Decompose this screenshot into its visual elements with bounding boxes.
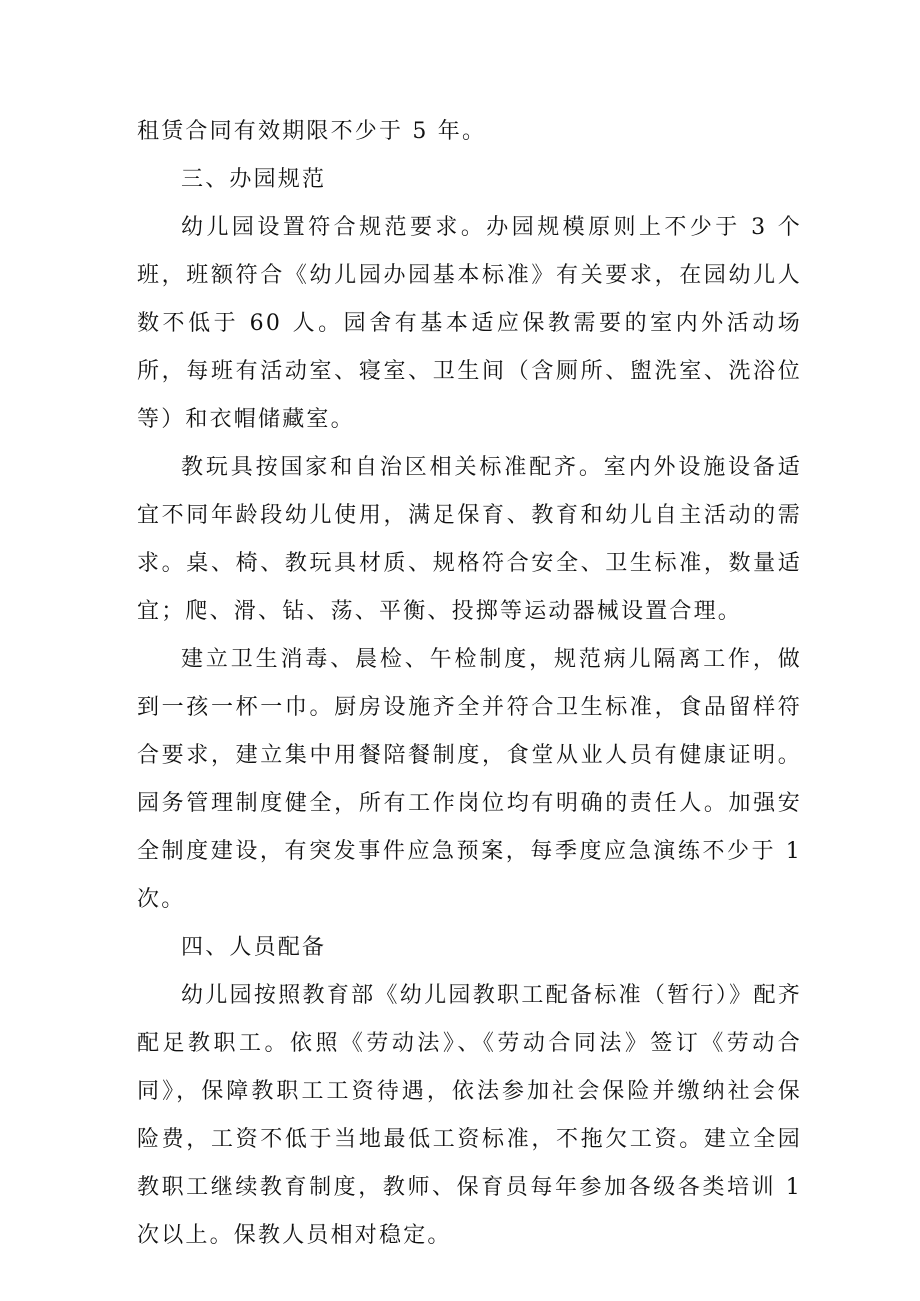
paragraph-staffing-details: 幼儿园按照教育部《幼儿园教职工配备标准（暂行）》配齐配足教职工。依照《劳动法》、《劳动合同法》签订《劳动合同》，保障教职工工资待遇，依法参加社会保险并缴纳社会保险费，工资不低于当地最低工资标准，不拖欠工资。建立全园教职工继续教育制度，教师、保育员每年参加各级各类培训 1 次以上。保教人员相对稳定。 — [137, 983, 802, 1248]
paragraph-lease-term: 租赁合同有效期限不少于 5 年。 — [137, 119, 487, 144]
paragraph-toys-equipment: 教玩具按国家和自治区相关标准配齐。室内外设施设备适宜不同年龄段幼儿使用，满足保育、教育和幼儿自主活动的需求。桌、椅、教玩具材质、规格符合安全、卫生标准，数量适宜；爬、滑、钻、荡、平衡、投掷等运动器械设置合理。 — [137, 455, 802, 624]
paragraph-hygiene-safety: 建立卫生消毒、晨检、午检制度，规范病儿隔离工作，做到一孩一杯一巾。厨房设施齐全并符合卫生标准，食品留样符合要求，建立集中用餐陪餐制度，食堂从业人员有健康证明。园务管理制度健全，所有工作岗位均有明确的责任人。加强安全制度建设，有突发事件应急预案，每季度应急演练不少于 1 次。 — [137, 647, 802, 912]
section-heading-kindergarten-standards: 三、办园规范 — [181, 167, 327, 192]
section-heading-staffing: 四、人员配备 — [181, 935, 327, 960]
paragraph-setup-requirements: 幼儿园设置符合规范要求。办园规模原则上不少于 3 个班，班额符合《幼儿园办园基本标准》有关要求，在园幼儿人数不低于 60 人。园舍有基本适应保教需要的室内外活动场所，每班有活动室、寝室、卫生间（含厕所、盥洗室、洗浴位等）和衣帽储藏室。 — [137, 215, 802, 432]
